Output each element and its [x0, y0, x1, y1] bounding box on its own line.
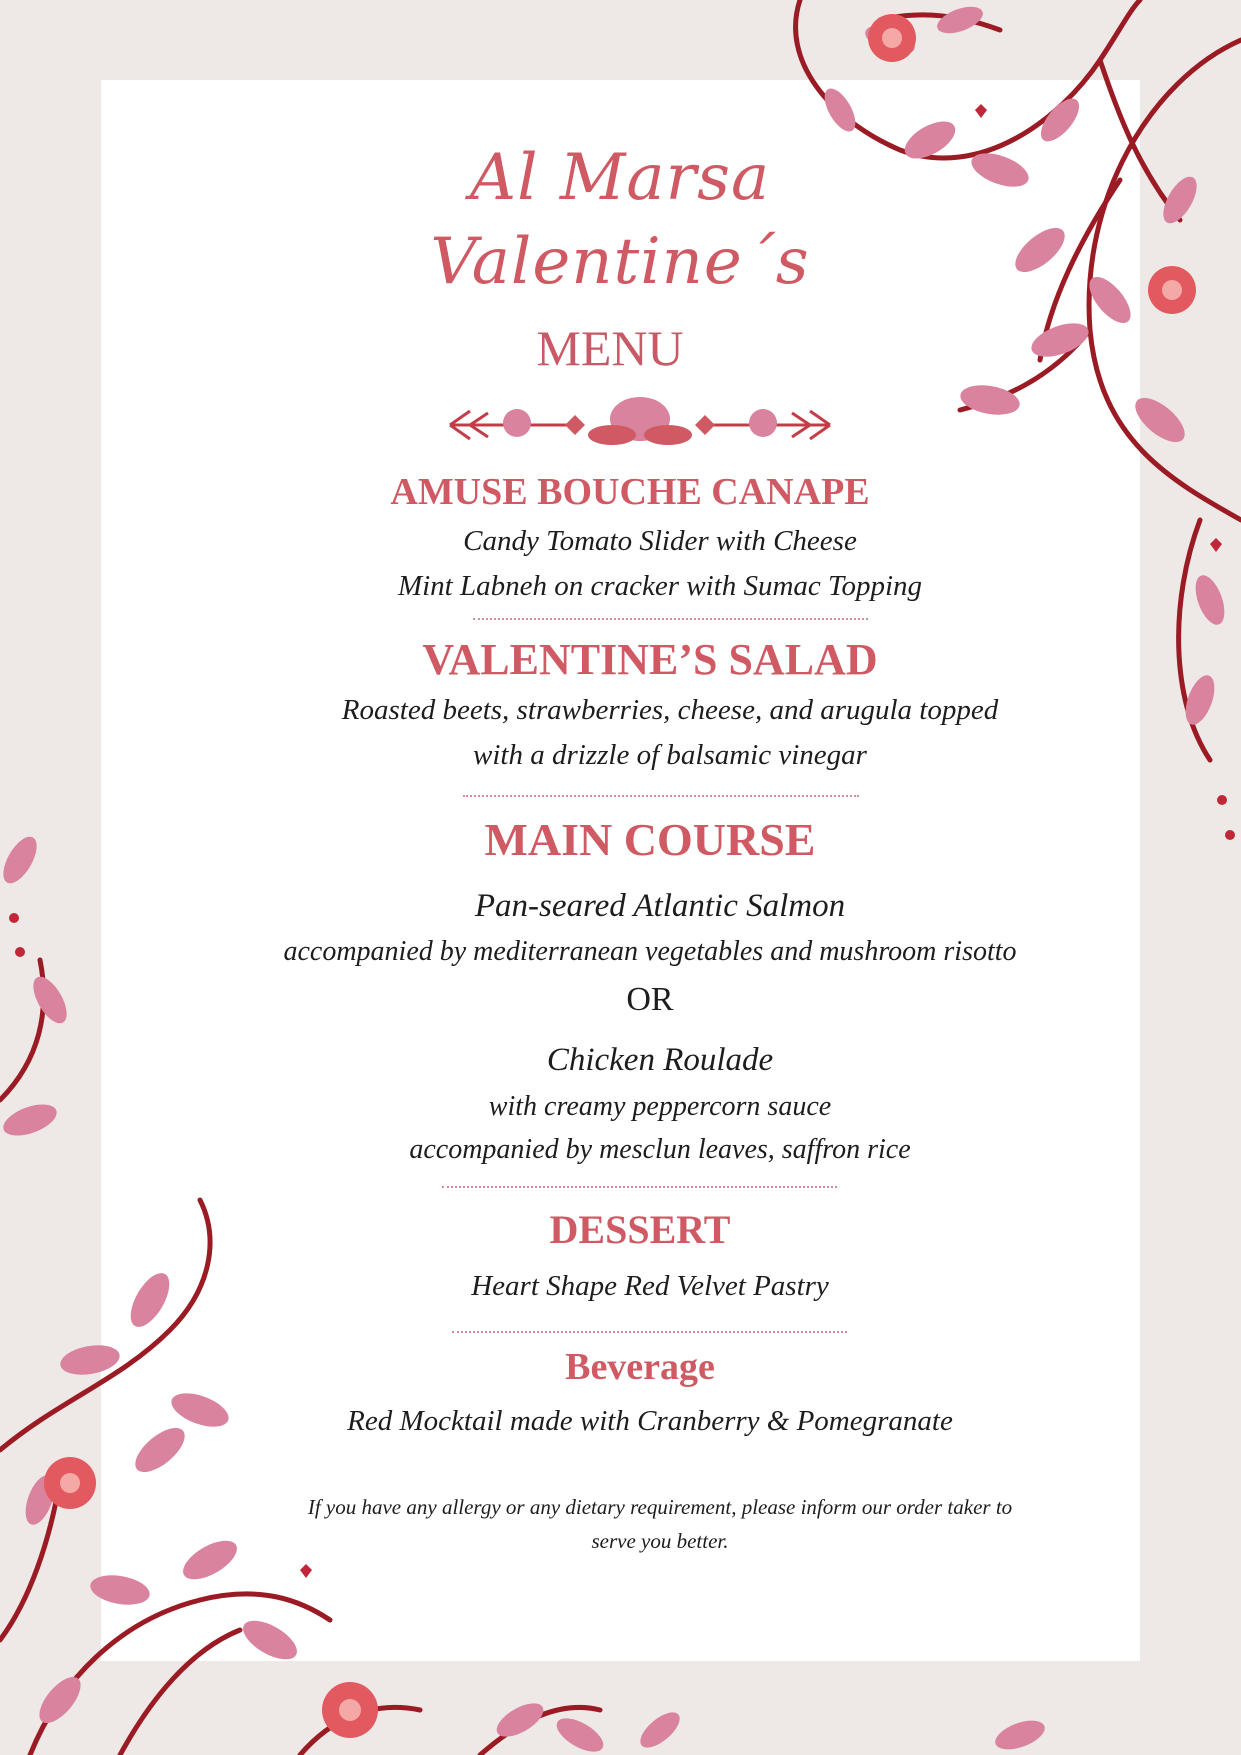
menu-item: Mint Labneh on cracker with Sumac Topping	[397, 570, 923, 602]
section-divider	[473, 618, 868, 620]
menu-item: with creamy peppercorn sauce	[488, 1091, 832, 1122]
section-divider	[452, 1331, 847, 1333]
section-divider	[463, 795, 859, 797]
section-heading-beverage: Beverage	[565, 1346, 715, 1388]
menu-item: Roasted beets, strawberries, cheese, and arugula topped	[341, 694, 999, 726]
menu-item: Red Mocktail made with Cranberry & Pomegranate	[347, 1405, 953, 1437]
menu-item: Pan-seared Atlantic Salmon	[474, 888, 846, 924]
section-divider	[442, 1186, 837, 1188]
menu-item: with a drizzle of balsamic vinegar	[473, 739, 867, 771]
menu-item: Chicken Roulade	[546, 1042, 774, 1078]
or-separator: OR	[626, 981, 674, 1018]
title-menu: MENU	[536, 320, 684, 376]
menu-item: accompanied by mesclun leaves, saffron rice	[409, 1134, 911, 1165]
allergy-note-line-2: serve you better.	[591, 1529, 729, 1553]
allergy-note-line-1: If you have any allergy or any dietary requirement, please inform our order taker to	[307, 1495, 1013, 1519]
section-heading-amuse: AMUSE BOUCHE CANAPE	[390, 471, 870, 513]
section-heading-main: MAIN COURSE	[484, 814, 816, 865]
title-line-1: Al Marsa	[469, 141, 771, 215]
menu-item: accompanied by mediterranean vegetables and mushroom risotto	[283, 936, 1017, 967]
section-heading-dessert: DESSERT	[549, 1207, 731, 1252]
section-heading-salad: VALENTINE’S SALAD	[422, 635, 878, 684]
menu-item: Heart Shape Red Velvet Pastry	[471, 1270, 829, 1302]
menu-item: Candy Tomato Slider with Cheese	[463, 525, 857, 557]
title-line-2: Valentine´s	[430, 225, 810, 299]
